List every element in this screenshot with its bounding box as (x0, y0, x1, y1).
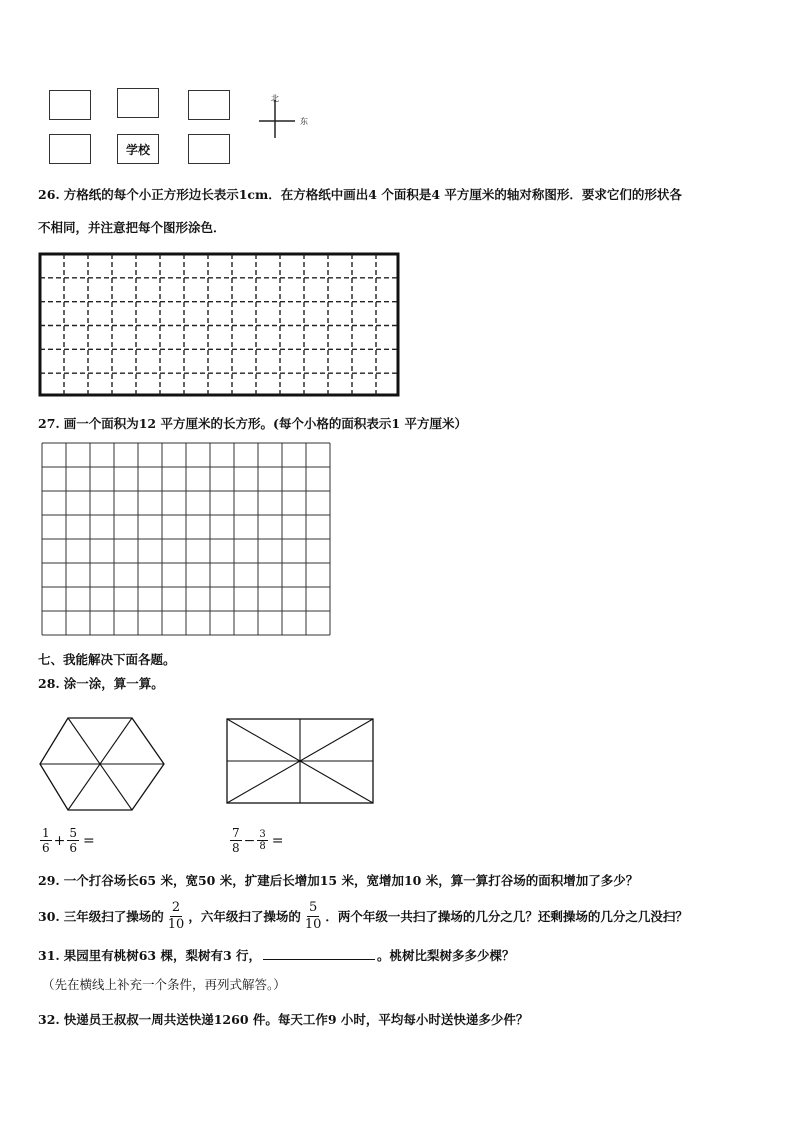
rectangle-eighths-figure[interactable] (224, 716, 376, 806)
fraction-denominator: 8 (259, 841, 266, 852)
hexagon-figure[interactable] (36, 714, 172, 814)
question-28 (38, 676, 164, 692)
map-box-6 (188, 134, 230, 164)
fraction-numerator: 1 (42, 826, 50, 840)
fraction-denominator: 6 (42, 841, 50, 855)
fraction-numerator: 2 (171, 900, 181, 915)
map-box-2 (117, 88, 159, 118)
fraction-numerator: 3 (259, 829, 266, 840)
expression-1 (38, 826, 95, 855)
dashed-grid-paper[interactable] (38, 252, 400, 397)
fraction-numerator: 5 (69, 826, 78, 840)
fraction-numerator: 7 (232, 826, 240, 840)
map-box-3 (188, 90, 230, 120)
question-31-note (42, 977, 286, 993)
question-28-number: 28. (38, 676, 60, 691)
square-grid-paper[interactable] (41, 442, 331, 642)
fraction-1b (67, 826, 79, 855)
expression-2 (228, 826, 283, 855)
question-29-text: 一个打谷场长65 米，宽50 米，扩建后长增加15 米，宽增加10 米，算一算打谷场的面积增加了多少？ (63, 873, 639, 888)
question-29 (38, 873, 638, 889)
map-box-1 (49, 90, 91, 120)
question-30-part2: ，六年级扫了操场的 (188, 908, 301, 924)
question-31-part1: 果园里有桃树63 棵，梨树有3 行， (63, 948, 262, 963)
fraction-denominator: 10 (167, 917, 185, 932)
compass-north-label: 北 (271, 94, 279, 103)
question-30 (38, 900, 688, 933)
question-32-number: 32. (38, 1012, 60, 1027)
fraction-1a (40, 826, 52, 855)
equals-sign: = (271, 832, 284, 849)
question-32 (38, 1012, 528, 1028)
compass-east-label: 东 (300, 117, 308, 126)
fraction-denominator: 8 (232, 841, 240, 855)
question-30-number: 30. (38, 908, 60, 924)
fraction-2-10 (166, 900, 187, 933)
plus-sign: + (53, 832, 66, 849)
question-30-part3: ．两个年级一共扫了操场的几分之几？还剩操场的几分之几没扫？ (325, 908, 688, 924)
answer-blank[interactable] (263, 947, 375, 960)
map-box-4 (49, 134, 91, 164)
question-26 (38, 187, 682, 203)
map-box-school (117, 134, 159, 164)
section-7-title-text: 七、我能解决下面各题。 (38, 652, 176, 667)
question-26-line2: 不相同，并注意把每个图形涂色． (38, 220, 226, 235)
fraction-2a (230, 826, 242, 855)
compass-icon (255, 90, 315, 140)
question-31-note-text: （先在横线上补充一个条件，再列式解答。） (42, 977, 286, 992)
question-27 (38, 416, 467, 432)
question-27-number: 27. (38, 416, 60, 431)
question-27-text: 画一个面积为12 平方厘米的长方形。(每个小格的面积表示1 平方厘米） (63, 416, 467, 431)
school-label: 学校 (125, 142, 150, 157)
question-30-part1: 三年级扫了操场的 (63, 908, 164, 924)
question-31-part2: 。桃树比梨树多多少棵？ (377, 948, 515, 963)
fraction-numerator: 5 (308, 900, 318, 915)
question-32-text: 快递员王叔叔一周共送快递1260 件。每天工作9 小时，平均每小时送快递多少件？ (63, 1012, 529, 1027)
equals-sign: = (83, 832, 95, 849)
fraction-denominator: 6 (69, 841, 78, 855)
minus-sign: − (243, 832, 256, 849)
fraction-denominator: 10 (304, 917, 322, 932)
question-28-text: 涂一涂，算一算。 (63, 676, 164, 691)
question-26-line1: 方格纸的每个小正方形边长表示1cm．在方格纸中画出4 个面积是4 平方厘米的轴对称图形．要求它们的形状各 (63, 187, 682, 202)
question-26-cont (38, 220, 226, 236)
question-26-number: 26. (38, 187, 60, 202)
fraction-2b (257, 829, 267, 852)
fraction-5-10 (303, 900, 324, 933)
question-29-number: 29. (38, 873, 60, 888)
question-31-number: 31. (38, 948, 60, 963)
question-31 (38, 947, 515, 964)
section-7-title (38, 652, 176, 668)
